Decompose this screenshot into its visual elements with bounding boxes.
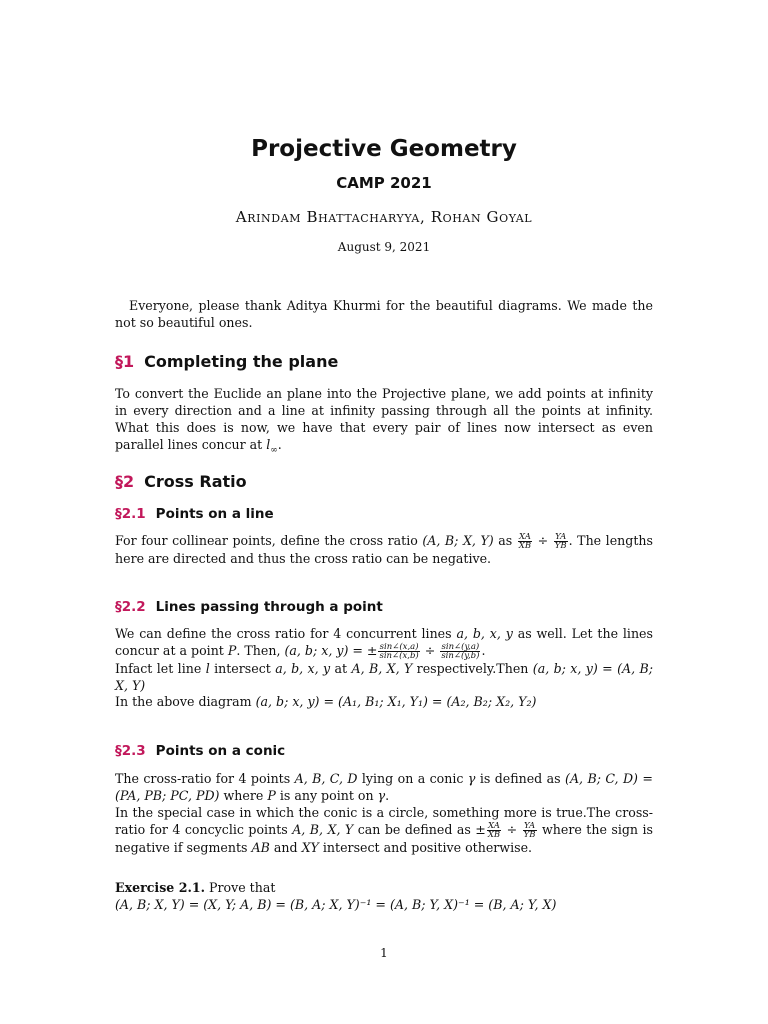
exercise-2-1 xyxy=(115,879,653,913)
denominator: YB xyxy=(554,541,567,551)
numerator: YA xyxy=(524,821,536,831)
denominator: YB xyxy=(523,830,536,840)
math-infinity: ∞ xyxy=(270,445,278,456)
math-equation: (a, b; x, y) = (A, B; X, Y) xyxy=(115,661,653,693)
text: In the special case in which the conic is a circle, something more is true.The cross-ratio for 4 concyclic points xyxy=(115,805,653,837)
paragraph-text: To convert the Euclide an plane into the Projective plane, we add points at infinity in every direction and a line at infinity passing through all the points at infinity. What this does is now, we have that every pair of lines now intersect as even parallel lines concur at xyxy=(115,386,653,452)
numerator: YA xyxy=(555,532,567,542)
section-number: §1 xyxy=(115,352,135,371)
denominator: sin∠(x,b) xyxy=(379,651,419,661)
intro-paragraph: Everyone, please thank Aditya Khurmi for the beautiful diagrams. We made the not so beautiful ones. xyxy=(115,298,653,330)
exercise-label: Exercise 2.1. xyxy=(115,880,205,895)
subsection-2-1-paragraph xyxy=(115,532,653,567)
math-points: A, B, C, D xyxy=(294,771,358,786)
paper-subtitle: CAMP 2021 xyxy=(336,174,432,192)
diagram-note xyxy=(115,693,653,710)
paper-title: Projective Geometry xyxy=(251,136,517,162)
section-title: Cross Ratio xyxy=(144,472,247,491)
subsection-2-3-heading xyxy=(115,743,285,759)
section-1-paragraph xyxy=(115,385,653,460)
divide-sign: ÷ xyxy=(506,822,518,837)
denominator: XB xyxy=(518,541,532,551)
numerator: sin∠(x,a) xyxy=(379,642,419,652)
text: and xyxy=(273,840,298,855)
text: can be defined as ± xyxy=(357,822,486,837)
text: . Then, xyxy=(236,643,281,658)
math-XY: XY xyxy=(301,840,319,855)
fraction xyxy=(554,533,568,550)
math-P: P xyxy=(267,788,276,803)
math-l: l xyxy=(266,437,271,452)
paper-authors: Arindam Bhattacharyya, Rohan Goyal xyxy=(235,208,533,226)
numerator: sin∠(y,a) xyxy=(441,642,480,652)
subsection-title: Points on a line xyxy=(155,506,274,522)
numerator: XA xyxy=(519,532,531,542)
subsection-2-3-paragraph xyxy=(115,770,653,856)
divide-sign: ÷ xyxy=(537,533,549,548)
subsection-number: §2.1 xyxy=(115,506,146,522)
math-lines: a, b, x, y xyxy=(275,661,331,676)
text: lying on a conic xyxy=(361,771,464,786)
math-cross-ratio: (A, B; X, Y) xyxy=(422,533,494,548)
paper-date: August 9, 2021 xyxy=(337,240,431,254)
math-points: A, B, X, Y xyxy=(292,822,354,837)
text: is any point on xyxy=(279,788,374,803)
text: where xyxy=(223,788,264,803)
text: is defined as xyxy=(479,771,561,786)
math-equation: (a, b; x, y) = (A₁, B₁; X₁, Y₁) = (A₂, B₂; X₂, Y₂) xyxy=(255,694,537,709)
subsection-title: Lines passing through a point xyxy=(155,599,383,615)
text: . xyxy=(385,788,390,803)
text: The cross-ratio for 4 points xyxy=(115,771,291,786)
subsection-number: §2.3 xyxy=(115,743,146,759)
section-1-heading xyxy=(115,352,338,371)
math-gamma: γ xyxy=(377,788,386,803)
text: For four collinear points, define the cross ratio xyxy=(115,533,418,548)
fraction xyxy=(518,533,532,550)
math-l: l xyxy=(205,661,210,676)
math-AB: AB xyxy=(251,840,270,855)
numerator: XA xyxy=(488,821,500,831)
subsection-2-2-heading xyxy=(115,599,383,615)
text: where the sign is negative if segments xyxy=(115,822,653,855)
paragraph-end: . xyxy=(277,437,282,452)
exercise-equation: (A, B; X, Y) = (X, Y; A, B) = (B, A; X, Y)⁻¹ = (A, B; Y, X)⁻¹ = (B, A; Y, X) xyxy=(115,897,557,912)
text: In the above diagram xyxy=(115,694,252,709)
page-number: 1 xyxy=(380,946,388,960)
fraction xyxy=(378,643,419,660)
text: intersect and positive otherwise. xyxy=(322,840,533,855)
divide-sign: ÷ xyxy=(424,643,436,658)
fraction xyxy=(487,822,501,839)
section-2-heading xyxy=(115,472,247,491)
text: . xyxy=(481,643,486,658)
text: intersect xyxy=(214,661,271,676)
subsection-title: Points on a conic xyxy=(155,743,286,759)
text: as xyxy=(498,533,513,548)
math-equation: (A, B; C, D) = (PA, PB; PC, PD) xyxy=(115,771,653,803)
text: . The lengths here are directed and thus the cross ratio can be negative. xyxy=(115,533,653,566)
math-points: A, B, X, Y xyxy=(351,661,413,676)
text: We can define the cross ratio for 4 concurrent lines xyxy=(115,626,452,641)
fraction xyxy=(523,822,537,839)
text: Infact let line xyxy=(115,661,202,676)
subsection-number: §2.2 xyxy=(115,599,146,615)
denominator: sin∠(y,b) xyxy=(441,651,480,661)
text: respectively.Then xyxy=(416,661,529,676)
exercise-text: Prove that xyxy=(209,880,276,895)
denominator: XB xyxy=(487,830,501,840)
math-lines: a, b, x, y xyxy=(456,626,513,641)
text: as well. Let the lines concur at a point xyxy=(115,626,653,658)
subsection-2-2-paragraph xyxy=(115,625,653,694)
section-title: Completing the plane xyxy=(144,352,339,371)
math-lhs: (a, b; x, y) = ± xyxy=(284,643,378,658)
math-P: P xyxy=(227,643,237,658)
section-number: §2 xyxy=(115,472,135,491)
subsection-2-1-heading xyxy=(115,506,274,522)
text: at xyxy=(334,661,348,676)
math-gamma: γ xyxy=(467,771,476,786)
fraction xyxy=(440,643,480,660)
